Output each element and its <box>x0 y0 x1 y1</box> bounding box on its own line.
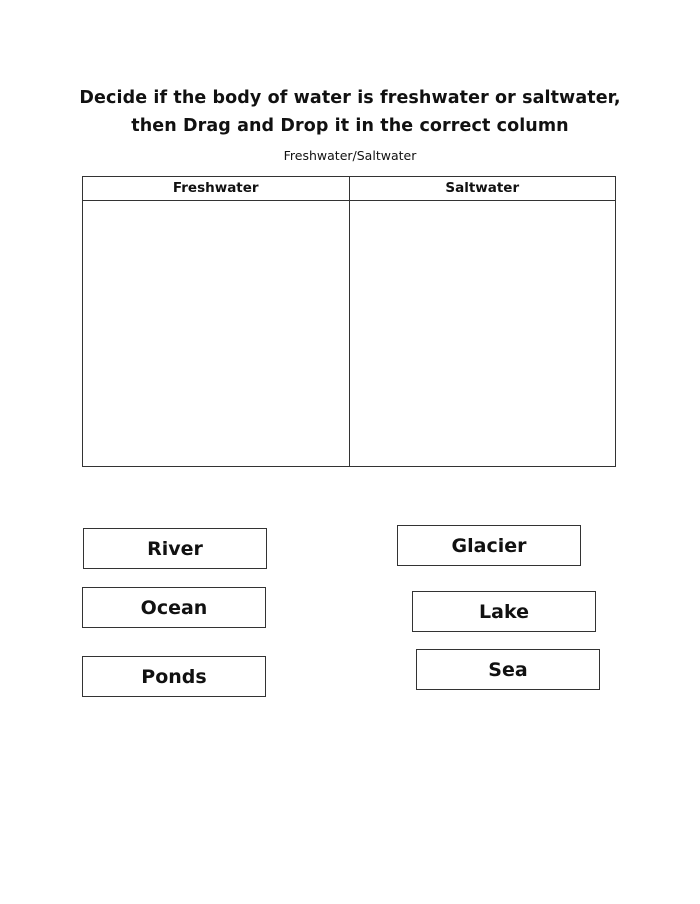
saltwater-drop-zone[interactable] <box>350 201 616 466</box>
card-river[interactable]: River <box>83 528 267 569</box>
instructions-line-1: Decide if the body of water is freshwater or saltwater, <box>79 88 621 108</box>
card-sea[interactable]: Sea <box>416 649 600 690</box>
card-ponds[interactable]: Ponds <box>82 656 266 697</box>
instructions <box>50 84 650 140</box>
saltwater-column-header: Saltwater <box>350 177 616 201</box>
card-lake[interactable]: Lake <box>412 591 596 632</box>
freshwater-drop-zone[interactable] <box>83 201 349 466</box>
freshwater-column <box>83 177 349 466</box>
sorting-table <box>82 176 616 467</box>
freshwater-column-header: Freshwater <box>83 177 349 201</box>
saltwater-column <box>349 177 616 466</box>
card-glacier[interactable]: Glacier <box>397 525 581 566</box>
card-ocean[interactable]: Ocean <box>82 587 266 628</box>
instructions-line-2: then Drag and Drop it in the correct column <box>131 116 569 136</box>
table-title: Freshwater/Saltwater <box>283 148 417 163</box>
